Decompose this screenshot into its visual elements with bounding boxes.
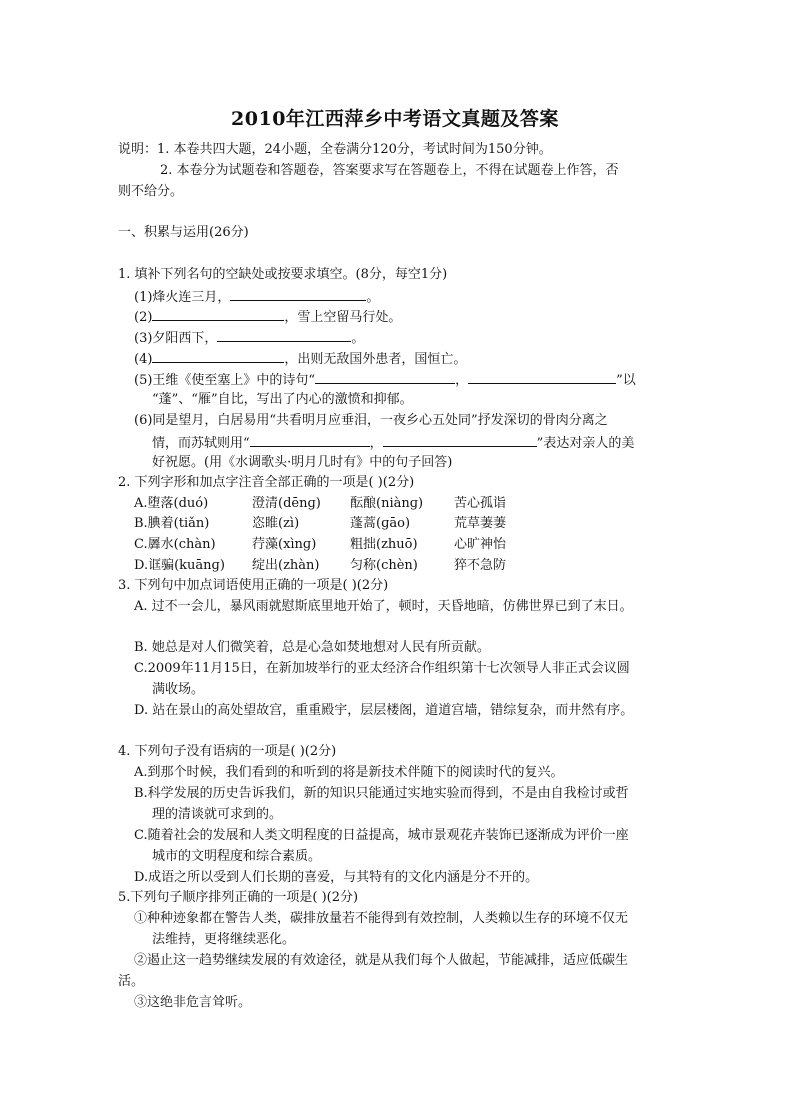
q2-cell: 粗拙(zhuō) xyxy=(350,537,418,552)
q2-option-b[interactable] xyxy=(134,514,574,534)
q5-sentence-2: ②遏止这一趋势继续发展的有效途径，就是从我们每个人做起，节能减排，适应低碳生 xyxy=(134,953,629,968)
q1-item-6-end: ”表达对亲人的美 xyxy=(536,436,635,451)
q2-cell: D.诓骗(kuānɡ) xyxy=(134,558,225,573)
q4-option-c-cont: 城市的文明程度和综合素质。 xyxy=(152,849,322,864)
q2-cell: B.腆着(tiǎn) xyxy=(134,516,210,531)
q2-option-c[interactable] xyxy=(134,535,574,555)
q2-cell: 澄清(dēnɡ) xyxy=(252,496,321,511)
section-heading: 一、积累与运用(26分) xyxy=(118,225,249,240)
q2-cell: 蓬蒿(ɡāo) xyxy=(350,516,411,531)
answer-blank[interactable] xyxy=(152,306,284,321)
q1-item-4-text: ，出则无敌国外患者，国恒亡。 xyxy=(284,352,467,367)
q1-stem: 1. 填补下列名句的空缺处或按要求填空。(8分，每空1分) xyxy=(118,267,448,282)
q1-item-6-note: 好祝愿。(用《水调歌头·明月几时有》中的句子回答) xyxy=(152,455,453,470)
q5-sentence-3: ③这绝非危言耸听。 xyxy=(134,995,252,1010)
answer-blank[interactable] xyxy=(230,286,366,301)
q1-item-3-end: 。 xyxy=(351,331,365,346)
q2-cell: A.堕落(duó) xyxy=(134,496,209,511)
q5-sentence-1-cont: 法维持，更将继续恶化。 xyxy=(152,932,296,947)
intro-line-2: 2. 本卷分为试题卷和答题卷，答案要求写在答题卷上，不得在试题卷上作答，否 xyxy=(160,163,619,178)
q3-option-a[interactable]: A. 过不一会儿，暴风雨就慰斯底里地开始了，顿时，天昏地暗，仿佛世界已到了末日。 xyxy=(134,599,633,614)
q1-item-5-text: (5)王维《使至塞上》中的诗句“ xyxy=(134,373,316,388)
q2-cell: 酝酿(niànɡ) xyxy=(350,496,424,511)
q1-item-2 xyxy=(134,306,401,328)
answer-blank[interactable] xyxy=(217,327,351,342)
q1-item-4-label: (4) xyxy=(134,352,153,367)
q1-item-1 xyxy=(134,286,379,308)
q1-item-5-end: ”以 xyxy=(616,373,636,388)
q2-option-a[interactable] xyxy=(134,494,574,514)
q1-item-5-cont: “蓬”、“雁”自比，写出了内心的激愤和抑郁。 xyxy=(152,392,413,407)
answer-blank[interactable] xyxy=(250,432,370,447)
q1-item-2-label: (2) xyxy=(134,310,153,325)
q2-cell: 猝不急防 xyxy=(454,558,507,573)
q2-cell: C.羼水(chàn) xyxy=(134,537,216,552)
q2-cell: 绽出(zhàn) xyxy=(252,558,320,573)
q5-sentence-2-cont: 活。 xyxy=(118,974,145,989)
q2-cell: 心旷神怡 xyxy=(454,537,507,552)
answer-blank[interactable] xyxy=(468,369,616,384)
q2-stem: 2. 下列字形和加点字注音全部正确的一项是( )(2分) xyxy=(118,475,415,490)
q5-sentence-1: ①种种迹象都在警告人类，碳排放量若不能得到有效控制，人类赖以生存的环境不仅无 xyxy=(134,911,629,926)
intro-line-3: 则不给分。 xyxy=(118,184,184,199)
q1-item-5-comma: ， xyxy=(455,373,469,388)
q1-item-3-text: (3)夕阳西下， xyxy=(134,331,218,346)
q1-item-4 xyxy=(134,348,466,370)
q1-item-5 xyxy=(134,369,636,391)
q3-option-d[interactable]: D. 站在景山的高处望故宫，重重殿宇，层层楼阁，道道宫墙，错综复杂，而井然有序。 xyxy=(134,703,634,718)
q1-item-2-text: ，雪上空留马行处。 xyxy=(284,310,402,325)
q2-cell: 匀称(chèn) xyxy=(350,558,418,573)
q1-item-6-cont xyxy=(152,432,634,454)
q4-option-c[interactable]: C.随着社会的发展和人类文明程度的日益提高，城市景观花卉装饰已逐渐成为评价一座 xyxy=(134,828,629,843)
answer-blank[interactable] xyxy=(152,348,284,363)
q1-item-6: (6)同是望月，白居易用“共看明月应垂泪，一夜乡心五处同”抒发深切的骨肉分离之 xyxy=(134,413,608,428)
q3-option-c-cont: 满收场。 xyxy=(152,682,205,697)
q4-option-b-cont: 理的清谈就可求到的。 xyxy=(152,807,283,822)
q3-option-b[interactable]: B. 她总是对人们微笑着，总是心急如焚地想对人民有所贡献。 xyxy=(134,640,490,655)
q1-item-1-text: (1)烽火连三月， xyxy=(134,290,231,305)
q1-item-3 xyxy=(134,327,364,349)
q1-item-1-end: 。 xyxy=(366,290,380,305)
q2-cell: 荒草萋萋 xyxy=(454,516,507,531)
answer-blank[interactable] xyxy=(315,369,455,384)
q2-cell: 荇藻(xìnɡ) xyxy=(252,537,317,552)
q3-option-c[interactable]: C.2009年11月15日，在新加坡举行的亚太经济合作组织第十七次领导人非正式会议圆 xyxy=(134,661,630,676)
q1-item-6-text: 情，而苏轼则用“ xyxy=(152,436,250,451)
q4-option-b[interactable]: B.科学发展的历史告诉我们，新的知识只能通过实地实验而得到，不是由自我检讨或哲 xyxy=(134,786,629,801)
answer-blank[interactable] xyxy=(383,432,537,447)
intro-line-1: 说明：1. 本卷共四大题，24小题，全卷满分120分，考试时间为150分钟。 xyxy=(118,142,552,157)
q4-stem: 4. 下列句子没有语病的一项是( )(2分) xyxy=(118,744,337,759)
q5-stem: 5.下列句子顺序排列正确的一项是( )(2分) xyxy=(118,890,359,905)
q4-option-d[interactable]: D.成语之所以受到人们长期的喜爱，与其特有的文化内涵是分不开的。 xyxy=(134,870,539,885)
q2-cell: 恣睢(zì) xyxy=(252,516,300,531)
q3-stem: 3. 下列句中加点词语使用正确的一项是( )(2分) xyxy=(118,578,389,593)
q4-option-a[interactable]: A.到那个时候，我们看到的和听到的将是新技术伴随下的阅读时代的复兴。 xyxy=(134,765,564,780)
page-title: 2010年江西萍乡中考语文真题及答案 xyxy=(231,108,559,130)
q2-option-d[interactable] xyxy=(134,556,574,576)
q2-cell: 苦心孤诣 xyxy=(454,496,507,511)
q1-item-6-comma: ， xyxy=(369,436,383,451)
